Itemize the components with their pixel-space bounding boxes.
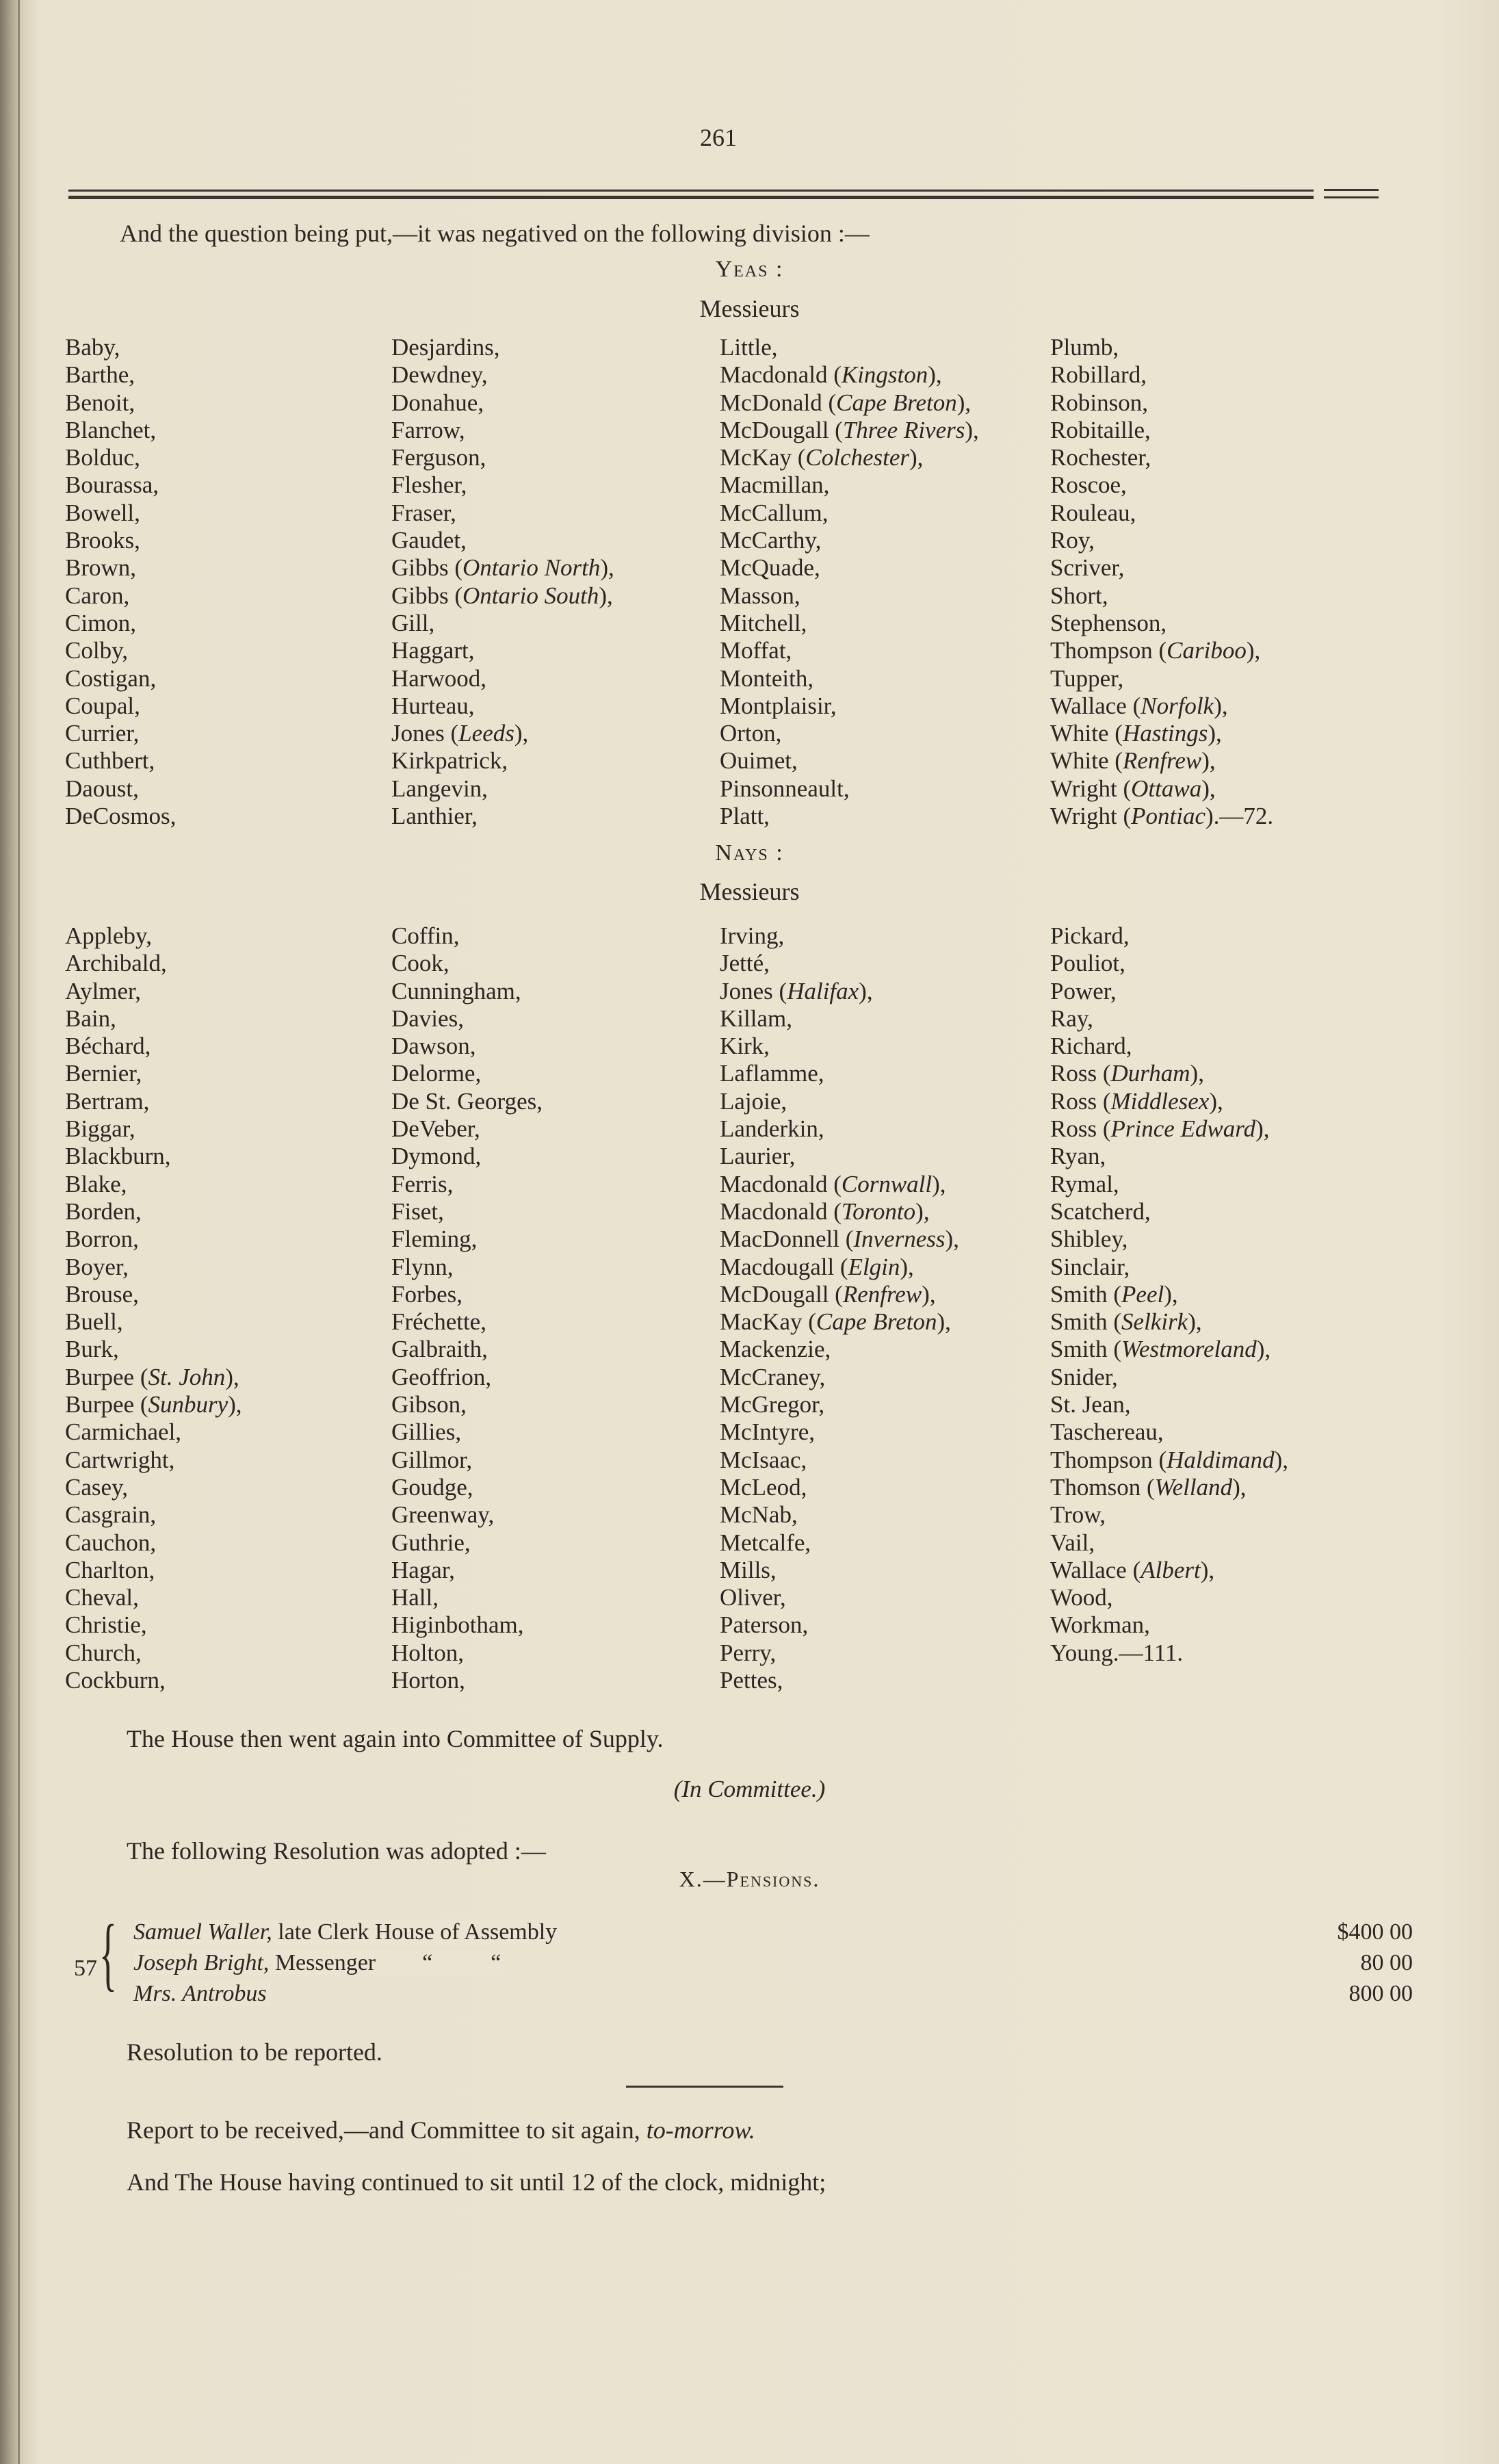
member-name: Killam, [720,1004,792,1032]
member-name: Taschereau, [1050,1418,1164,1446]
member-name: Smith (Westmoreland), [1050,1336,1271,1363]
member-name: McGregor, [720,1391,825,1418]
member-name: Bowell, [65,499,140,526]
member-name: Brown, [65,554,137,582]
section-rule [626,2086,783,2088]
member-name: Hurteau, [391,692,475,719]
member-name: Moffat, [720,637,792,664]
member-name: Galbraith, [391,1336,488,1363]
member-name: Roy, [1050,527,1095,554]
member-name: McIsaac, [720,1446,807,1473]
member-name: McIntyre, [720,1418,815,1446]
member-name: DeVeber, [391,1115,480,1143]
member-name: Borron, [65,1225,139,1253]
member-name: McCarthy, [720,527,822,554]
member-name: McKay (Colchester), [720,444,924,471]
division-intro: And the question being put,—it was negatived on the following division :— [120,220,870,247]
member-name: Cheval, [65,1584,139,1611]
member-name: Workman, [1050,1611,1150,1639]
member-name: DeCosmos, [65,803,177,830]
member-name: Cuthbert, [65,747,155,775]
member-name: Tupper, [1050,664,1124,692]
member-name: Monteith, [720,664,814,692]
member-name: Wallace (Norfolk), [1050,692,1228,719]
member-name: Caron, [65,582,130,609]
member-name: Thompson (Haldimand), [1050,1446,1289,1473]
nays-messieurs: Messieurs [699,878,800,905]
member-name: Kirkpatrick, [391,747,508,775]
report-italic: to-morrow. [646,2116,755,2144]
member-name: Barthe, [65,361,135,389]
member-name: Sinclair, [1050,1253,1130,1280]
member-name: Gibbs (Ontario South), [391,582,613,609]
member-name: Guthrie, [391,1529,471,1556]
member-name: Landerkin, [720,1115,824,1143]
member-name: Short, [1050,582,1108,609]
member-name: Dewdney, [391,361,488,389]
member-name: Pinsonneault, [720,775,850,802]
member-name: Snider, [1050,1363,1118,1390]
member-name: Fleming, [391,1225,478,1253]
member-name: Wright (Pontiac).—72. [1050,803,1274,830]
member-name: Greenway, [391,1501,495,1529]
member-name: Burpee (St. John), [65,1363,239,1390]
member-name: Young.—111. [1050,1639,1184,1666]
member-name: Béchard, [65,1033,151,1060]
member-name: McDougall (Three Rivers), [720,416,979,443]
member-name: Pouliot, [1050,950,1125,977]
member-name: Mills, [720,1556,777,1583]
member-name: Fraser, [391,499,456,526]
report-text [127,2116,755,2144]
member-name: Metcalfe, [720,1529,811,1556]
member-name: Cunningham, [391,977,521,1004]
pension-name: Joseph Bright, [133,1950,270,1975]
member-name: McCallum, [720,499,829,526]
member-name: Oliver, [720,1584,786,1611]
member-name: Thompson (Cariboo), [1050,637,1261,664]
pension-desc: late Clerk House of Assembly [272,1919,558,1945]
member-name: Rymal, [1050,1170,1119,1197]
member-name: Appleby, [65,922,153,949]
member-name: Bain, [65,1004,116,1032]
member-name: Ouimet, [720,747,798,775]
member-name: Robitaille, [1050,416,1151,443]
member-name: Blackburn, [65,1143,171,1170]
member-name: Smith (Selkirk), [1050,1308,1202,1336]
member-name: Wood, [1050,1584,1113,1611]
member-name: McDonald (Cape Breton), [720,389,972,416]
yeas-column-1 [65,334,176,830]
pension-number: 57 [74,1956,97,1981]
member-name: Coupal, [65,692,140,719]
member-name: Harwood, [391,664,486,692]
member-name: Wallace (Albert), [1050,1556,1215,1583]
member-name: Costigan, [65,664,157,692]
member-name: Archibald, [65,950,167,977]
member-name: Casgrain, [65,1501,157,1529]
pension-row [133,1950,1413,1976]
member-name: Bolduc, [65,444,140,471]
member-name: De St. Georges, [391,1087,543,1115]
member-name: Jones (Leeds), [391,720,529,747]
pension-amount: 80 00 [1300,1950,1413,1976]
resolution-reported: Resolution to be reported. [127,2038,382,2066]
member-name: Forbes, [391,1280,463,1308]
nays-column-3 [720,922,959,1694]
yeas-heading: Yeas : [715,257,784,282]
member-name: Biggar, [65,1115,135,1143]
resolution-adopted: The following Resolution was adopted :— [127,1837,546,1865]
member-name: Rouleau, [1050,499,1136,526]
member-name: Christie, [65,1611,147,1639]
member-name: Cimon, [65,609,137,636]
pensions-heading: X.—Pensions. [679,1867,820,1891]
member-name: Fiset, [391,1197,444,1225]
member-name: Scatcherd, [1050,1197,1151,1225]
member-name: Gillies, [391,1418,462,1446]
member-name: Robinson, [1050,389,1148,416]
member-name: Ryan, [1050,1143,1106,1170]
yeas-column-2 [391,334,614,830]
pension-row [133,1981,1413,2007]
member-name: Horton, [391,1667,465,1694]
member-name: Dymond, [391,1143,482,1170]
member-name: Ross (Durham), [1050,1060,1204,1087]
member-name: Ferris, [391,1170,454,1197]
member-name: Platt, [720,803,770,830]
member-name: Daoust, [65,775,139,802]
member-name: Cauchon, [65,1529,157,1556]
member-name: Macdonald (Kingston), [720,361,942,389]
member-name: Higinbotham, [391,1611,524,1639]
member-name: Farrow, [391,416,465,443]
member-name: Davies, [391,1004,464,1032]
member-name: Holton, [391,1639,464,1666]
member-name: Gillmor, [391,1446,473,1473]
pension-name: Mrs. Antrobus [133,1981,267,2006]
member-name: Gaudet, [391,527,467,554]
member-name: Geoffrion, [391,1363,492,1390]
closing-text: And The House having continued to sit until 12 of the clock, midnight; [127,2168,826,2196]
nays-column-1 [65,922,242,1694]
member-name: Laflamme, [720,1060,824,1087]
member-name: Roscoe, [1050,471,1127,499]
member-name: Plumb, [1050,334,1119,361]
member-name: Cook, [391,950,449,977]
member-name: McDougall (Renfrew), [720,1280,936,1308]
member-name: Kirk, [720,1033,770,1060]
member-name: Robillard, [1050,361,1147,389]
member-name: Macdougall (Elgin), [720,1253,914,1280]
member-name: Paterson, [720,1611,809,1639]
member-name: Orton, [720,720,782,747]
yeas-column-3 [720,334,979,830]
committee-text: The House then went again into Committee of Supply. [127,1725,664,1752]
member-name: Desjardins, [391,334,500,361]
member-name: Shibley, [1050,1225,1128,1253]
member-name: Blanchet, [65,416,157,443]
nays-heading: Nays : [715,840,784,866]
member-name: Bernier, [65,1060,142,1087]
member-name: White (Renfrew), [1050,747,1216,775]
member-name: Trow, [1050,1501,1106,1529]
nays-column-2 [391,922,543,1694]
member-name: Goudge, [391,1473,473,1501]
member-name: Bourassa, [65,471,159,499]
member-name: MacKay (Cape Breton), [720,1308,951,1336]
member-name: Carmichael, [65,1418,182,1446]
member-name: Power, [1050,977,1117,1004]
page-number: 261 [700,124,737,151]
member-name: Aylmer, [65,977,142,1004]
member-name: Flesher, [391,471,467,499]
member-name: Perry, [720,1639,777,1666]
header-rule-4 [1324,196,1379,198]
binding-edge [18,0,20,2464]
member-name: Donahue, [391,389,484,416]
member-name: Burpee (Sunbury), [65,1391,242,1418]
member-name: Stephenson, [1050,609,1167,636]
member-name: Burk, [65,1336,119,1363]
member-name: White (Hastings), [1050,720,1222,747]
member-name: Baby, [65,334,120,361]
in-committee: (In Committee.) [673,1776,826,1802]
yeas-messieurs: Messieurs [699,295,800,322]
pension-amount: $400 00 [1300,1919,1413,1945]
member-name: Gill, [391,609,435,636]
member-name: St. Jean, [1050,1391,1131,1418]
member-name: Gibbs (Ontario North), [391,554,614,582]
member-name: Laurier, [720,1143,796,1170]
member-name: Little, [720,334,778,361]
member-name: Gibson, [391,1391,467,1418]
member-name: Hagar, [391,1556,455,1583]
pension-amount: 800 00 [1300,1981,1413,2007]
pension-label [133,1950,505,1975]
member-name: Bertram, [65,1087,150,1115]
member-name: Richard, [1050,1033,1132,1060]
member-name: Thomson (Welland), [1050,1473,1247,1501]
member-name: Masson, [720,582,800,609]
pension-desc: Messenger “ “ [269,1950,501,1975]
pension-label [133,1981,271,2006]
member-name: Lajoie, [720,1087,787,1115]
member-name: Flynn, [391,1253,454,1280]
member-name: Ross (Prince Edward), [1050,1115,1270,1143]
member-name: Rochester, [1050,444,1151,471]
pension-row [133,1919,1413,1945]
member-name: Lanthier, [391,803,478,830]
member-name: Pettes, [720,1667,783,1694]
member-name: Ross (Middlesex), [1050,1087,1223,1115]
member-name: McNab, [720,1501,798,1529]
member-name: Colby, [65,637,129,664]
header-rule-2 [68,196,1314,199]
member-name: Ray, [1050,1004,1093,1032]
member-name: Mackenzie, [720,1336,831,1363]
member-name: McCraney, [720,1363,826,1390]
member-name: Pickard, [1050,922,1130,949]
member-name: Wright (Ottawa), [1050,775,1216,802]
member-name: Macmillan, [720,471,830,499]
member-name: Benoit, [65,389,135,416]
member-name: Brouse, [65,1280,139,1308]
member-name: Jetté, [720,950,770,977]
member-name: Borden, [65,1197,142,1225]
member-name: Macdonald (Cornwall), [720,1170,946,1197]
member-name: Cockburn, [65,1667,166,1694]
pension-label [133,1919,561,1945]
member-name: Church, [65,1639,142,1666]
member-name: Jones (Halifax), [720,977,873,1004]
member-name: Delorme, [391,1060,482,1087]
nays-column-4 [1050,922,1288,1667]
member-name: Haggart, [391,637,475,664]
member-name: Irving, [720,922,785,949]
header-rule-1 [68,190,1314,192]
pension-name: Samuel Waller, [133,1919,272,1945]
member-name: Ferguson, [391,444,486,471]
member-name: Cartwright, [65,1446,175,1473]
member-name: Vail, [1050,1529,1095,1556]
member-name: Blake, [65,1170,127,1197]
member-name: Casey, [65,1473,129,1501]
member-name: Hall, [391,1584,439,1611]
member-name: Coffin, [391,922,460,949]
member-name: Scriver, [1050,554,1125,582]
member-name: Boyer, [65,1253,129,1280]
member-name: Fréchette, [391,1308,486,1336]
report-main: Report to be received,—and Committee to sit again, [127,2116,647,2144]
member-name: McLeod, [720,1473,807,1501]
member-name: Charlton, [65,1556,155,1583]
yeas-column-4 [1050,334,1273,830]
member-name: Brooks, [65,527,140,554]
header-rule-3 [1324,189,1379,191]
leader-dots [133,1996,1300,1999]
member-name: Buell, [65,1308,123,1336]
brace-icon: { [99,1908,117,1999]
member-name: Mitchell, [720,609,807,636]
member-name: McQuade, [720,554,820,582]
member-name: Langevin, [391,775,488,802]
member-name: Smith (Peel), [1050,1280,1178,1308]
member-name: MacDonnell (Inverness), [720,1225,959,1253]
member-name: Macdonald (Toronto), [720,1197,930,1225]
member-name: Dawson, [391,1033,476,1060]
member-name: Montplaisir, [720,692,837,719]
member-name: Currier, [65,720,140,747]
